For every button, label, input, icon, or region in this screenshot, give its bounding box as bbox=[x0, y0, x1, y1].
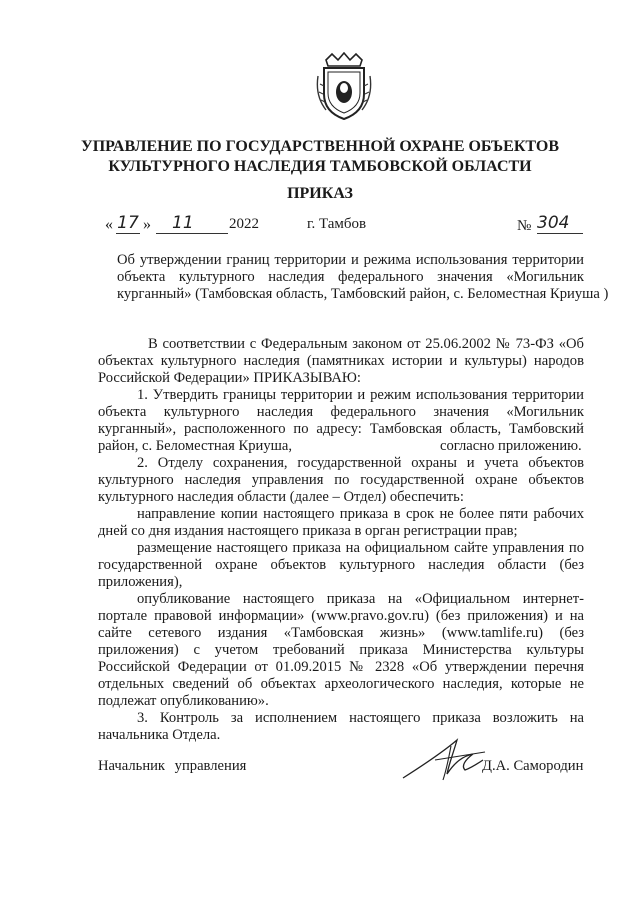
city: г. Тамбов bbox=[307, 216, 367, 232]
body-line: 2. Отделу сохранения, государственной охраны и учета объектов bbox=[137, 455, 584, 471]
body-line: размещение настоящего приказа на официальном сайте управления по bbox=[137, 540, 584, 556]
body-line: культурного наследия управления по государственной охране объектов bbox=[98, 472, 584, 488]
body-line: курганный», расположенного по адресу: Тамбовская область, Тамбовский bbox=[98, 421, 584, 437]
org-title-line-1: УПРАВЛЕНИЕ ПО ГОСУДАРСТВЕННОЙ ОХРАНЕ ОБЪЕКТОВ bbox=[80, 138, 559, 155]
title-line: объекта культурного наследия федерального значения «Могильник bbox=[117, 269, 584, 285]
body-line: объекта культурного наследия федерального значения «Могильник bbox=[98, 404, 584, 420]
body-line: опубликование настоящего приказа на «Официальном интернет- bbox=[137, 591, 584, 607]
signatory-position: Начальник управления bbox=[98, 758, 247, 774]
body-line: культурного наследия области (далее – Отдел) обеспечить: bbox=[98, 489, 464, 505]
signatory-name: Д.А. Самородин bbox=[482, 758, 584, 774]
org-title-line-2: КУЛЬТУРНОГО НАСЛЕДИЯ ТАМБОВСКОЙ ОБЛАСТИ bbox=[108, 158, 532, 175]
body-line: начальника Отдела. bbox=[98, 727, 221, 743]
body-line: В соответствии с Федеральным законом от 25.06.2002 № 73-ФЗ «Об bbox=[148, 336, 584, 352]
body-line: направление копии настоящего приказа в срок не более пяти рабочих bbox=[137, 506, 584, 522]
body-line: район, с. Беломестная Криуша, bbox=[98, 438, 293, 454]
body-line: сайте сетевого издания «Тамбовская жизнь» (www.tamlife.ru) (без bbox=[98, 625, 584, 641]
body-line: приложения) с учетом требований приказа Министерства культуры bbox=[98, 642, 584, 658]
document-type: ПРИКАЗ bbox=[287, 185, 353, 202]
date-quote-open: « bbox=[105, 216, 113, 233]
body-line: государственной охране объектов культурного наследия области (без bbox=[98, 557, 584, 573]
number-label: № bbox=[517, 218, 532, 234]
date-month: 11 bbox=[156, 213, 228, 234]
body-line: согласно приложению. bbox=[440, 438, 582, 454]
body-line: Российской Федерации от 01.09.2015 № 2328 «Об утверждении перечня bbox=[98, 659, 584, 675]
title-line: Об утверждении границ территории и режима использования территории bbox=[117, 252, 584, 268]
date-day: 17 bbox=[117, 213, 139, 233]
title-line: курганный» (Тамбовская область, Тамбовский район, с. Беломестная Криуша ) bbox=[117, 286, 609, 302]
body-line: приложения), bbox=[98, 574, 183, 590]
order-number: 304 bbox=[537, 213, 583, 234]
date-quote-close: » bbox=[143, 216, 151, 233]
body-line: подлежат опубликованию». bbox=[98, 693, 269, 709]
body-line: дней со дня издания настоящего приказа в орган регистрации прав; bbox=[98, 523, 518, 539]
body-line: объектах культурного наследия (памятниках истории и культуры) народов bbox=[98, 353, 584, 369]
body-line: отдельных сведений об объектах археологического наследия, которые не bbox=[98, 676, 584, 692]
body-line: Российской Федерации» ПРИКАЗЫВАЮ: bbox=[98, 370, 361, 386]
body-line: портале правовой информации» (www.pravo.gov.ru) (без приложения) и на bbox=[98, 608, 584, 624]
body-line: 1. Утвердить границы территории и режим использования территории bbox=[137, 387, 584, 403]
body-line: 3. Контроль за исполнением настоящего приказа возложить на bbox=[137, 710, 584, 726]
handwritten-signature bbox=[395, 734, 495, 784]
date-year: 2022 bbox=[229, 216, 259, 232]
coat-of-arms-emblem bbox=[316, 52, 372, 122]
